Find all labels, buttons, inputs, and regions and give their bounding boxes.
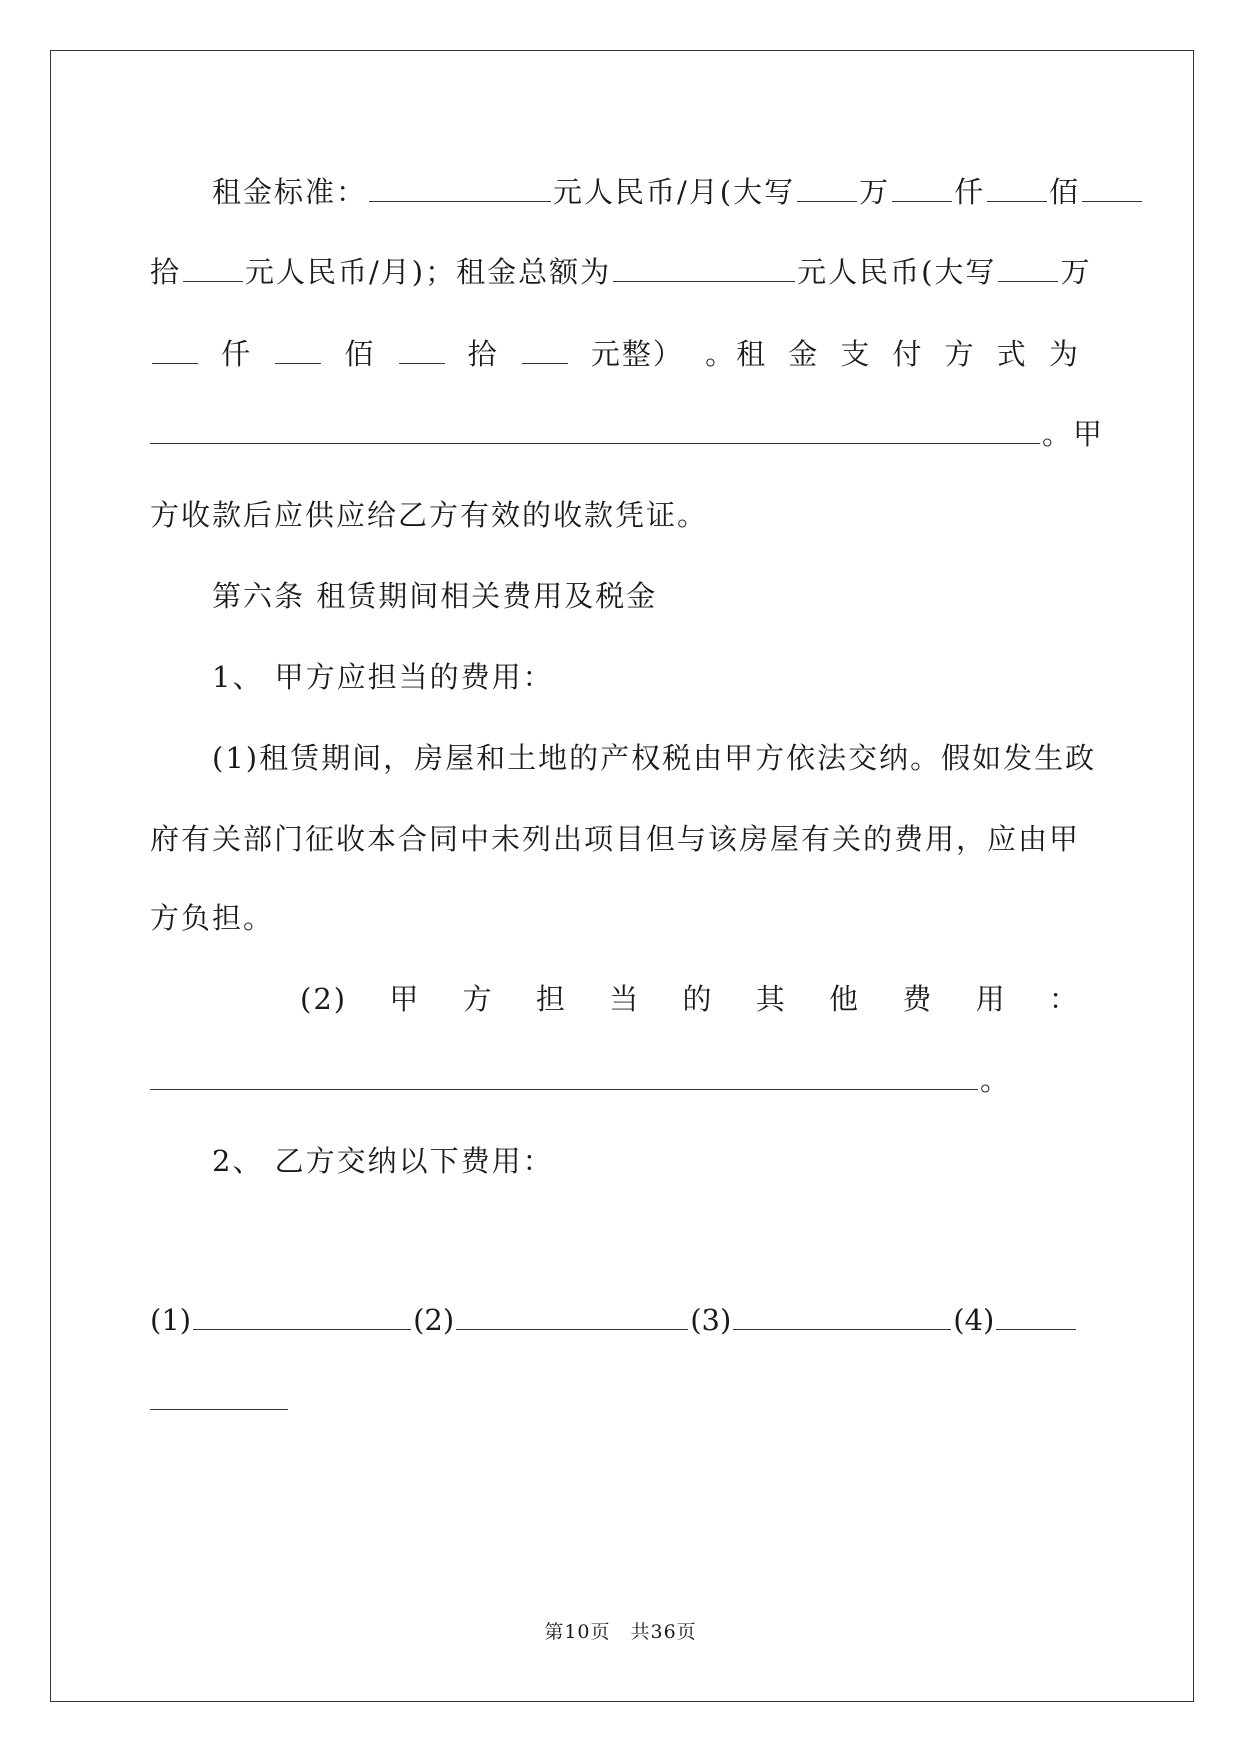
fee-marker-3: (3) xyxy=(690,1303,732,1337)
p1-line-3: 方负担。 xyxy=(150,901,275,935)
word-shi: 拾 xyxy=(150,255,182,289)
p2-word-9: 用 xyxy=(975,982,1007,1016)
blank-payment-method[interactable] xyxy=(150,414,1040,444)
word-zu: 。租 xyxy=(705,337,768,371)
p1-line-2: 府有关部门征收本合同中未列出项目但与该房屋有关的费用，应由甲 xyxy=(150,822,1081,856)
blank-wan[interactable] xyxy=(797,172,857,202)
word-zhi: 支 xyxy=(840,337,872,371)
rent-line-3 xyxy=(150,334,1080,374)
p2-marker: (2) xyxy=(300,982,348,1016)
blank-total-amount[interactable] xyxy=(613,252,795,282)
article6-title: 第六条 租赁期间相关费用及税金 xyxy=(212,579,658,613)
word-fu: 付 xyxy=(892,337,924,371)
p2-word-1: 甲 xyxy=(389,982,421,1016)
blank-fee-3[interactable] xyxy=(733,1300,951,1330)
word-wan: 万 xyxy=(859,175,891,209)
fee-list-line-1 xyxy=(150,1300,1078,1340)
blank-bai[interactable] xyxy=(987,172,1047,202)
word-qian: 仟 xyxy=(954,175,986,209)
word-wan-2: 万 xyxy=(1060,255,1092,289)
item1-label: 1、 甲方应担当的费用： xyxy=(212,660,554,694)
p2-word-7: 他 xyxy=(829,982,861,1016)
fee-list-line-2 xyxy=(150,1380,290,1420)
p2-word-5: 的 xyxy=(682,982,714,1016)
blank-fee-2[interactable] xyxy=(456,1300,688,1330)
blank-total-bai[interactable] xyxy=(399,334,445,364)
blank-total-wan-cont[interactable] xyxy=(152,334,198,364)
p2-word-8: 费 xyxy=(902,982,934,1016)
word-bai: 佰 xyxy=(1049,175,1081,209)
blank-fee-4-cont[interactable] xyxy=(150,1380,288,1410)
blank-total-qian[interactable] xyxy=(275,334,321,364)
blank-shi[interactable] xyxy=(1082,172,1142,202)
p2-word-3: 担 xyxy=(535,982,567,1016)
blank-fee-1[interactable] xyxy=(193,1300,411,1330)
unit-rmb: 元人民币(大写 xyxy=(797,255,997,289)
word-shi-2: 拾 xyxy=(467,337,499,371)
rent-line-5: 方收款后应供应给乙方有效的收款凭证。 xyxy=(150,498,709,532)
fee-marker-4: (4) xyxy=(953,1303,995,1337)
rent-line-4 xyxy=(150,414,1104,454)
blank-other-fees[interactable] xyxy=(150,1060,978,1090)
fee-marker-2: (2) xyxy=(413,1303,455,1337)
item2-label: 2、 乙方交纳以下费用： xyxy=(212,1144,554,1178)
p2-word-2: 方 xyxy=(462,982,494,1016)
blank-rent-amount[interactable] xyxy=(369,172,551,202)
p2-line-1 xyxy=(300,979,1080,1019)
page-border xyxy=(50,50,1194,1702)
word-shi-style: 式 xyxy=(996,337,1028,371)
rent-total-label: 元人民币/月)；租金总额为 xyxy=(245,255,612,289)
p1-line-1: (1)租赁期间，房屋和土地的产权税由甲方依法交纳。假如发生政 xyxy=(212,741,1097,775)
fee-marker-1: (1) xyxy=(150,1303,192,1337)
p2-colon: ： xyxy=(1048,982,1080,1016)
word-jia: 。甲 xyxy=(1042,417,1105,451)
word-qian-2: 仟 xyxy=(221,337,253,371)
page-footer: 第10页 共36页 xyxy=(544,1621,697,1643)
rent-line-1 xyxy=(212,172,1144,212)
rent-standard-label: 租金标准： xyxy=(212,175,368,209)
word-wei: 为 xyxy=(1048,337,1080,371)
blank-yuan[interactable] xyxy=(183,252,243,282)
word-yuan-zheng: 元整） xyxy=(590,337,684,371)
period: 。 xyxy=(980,1063,1012,1097)
blank-total-wan[interactable] xyxy=(998,252,1058,282)
blank-qian[interactable] xyxy=(892,172,952,202)
word-fang: 方 xyxy=(944,337,976,371)
p2-word-4: 当 xyxy=(609,982,641,1016)
blank-fee-4[interactable] xyxy=(996,1300,1076,1330)
word-bai-2: 佰 xyxy=(344,337,376,371)
blank-total-shi[interactable] xyxy=(522,334,568,364)
rent-line-2 xyxy=(150,252,1091,292)
p2-word-6: 其 xyxy=(755,982,787,1016)
unit-rmb-month: 元人民币/月(大写 xyxy=(553,175,796,209)
word-jin: 金 xyxy=(788,337,820,371)
p2-line-2 xyxy=(150,1060,1011,1100)
